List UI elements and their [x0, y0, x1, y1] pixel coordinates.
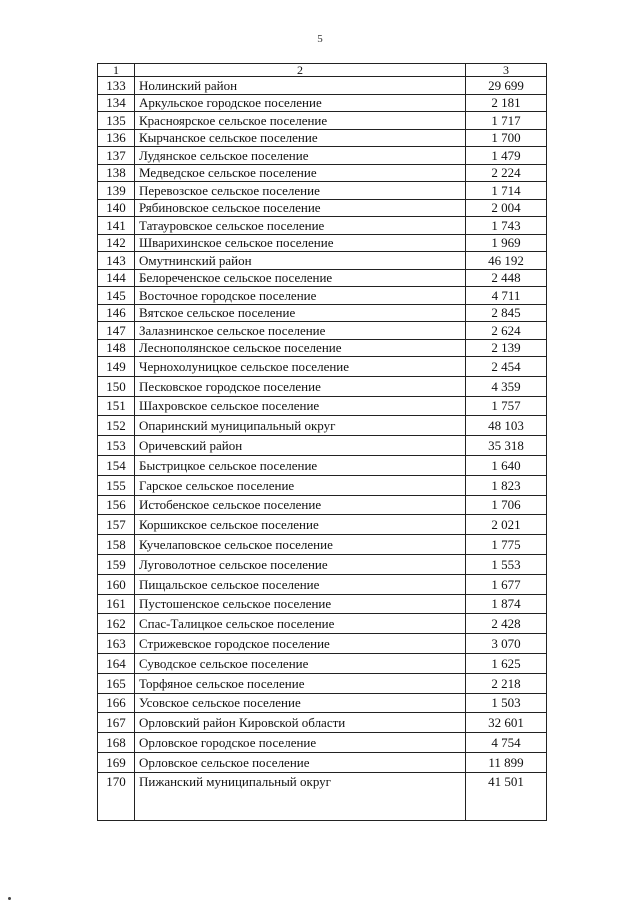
row-name: Восточное городское поселение [135, 287, 466, 305]
row-number: 142 [98, 234, 135, 252]
table-row [98, 396, 547, 416]
table-body [98, 77, 547, 821]
table-row [98, 357, 547, 377]
row-name: Кырчанское сельское поселение [135, 129, 466, 147]
row-value: 2 218 [466, 673, 547, 693]
row-name: Оричевский район [135, 436, 466, 456]
row-name: Быстрицкое сельское поселение [135, 455, 466, 475]
row-value: 29 699 [466, 77, 547, 95]
row-number: 139 [98, 182, 135, 200]
row-value: 3 070 [466, 634, 547, 654]
row-name: Пижанский муниципальный округ [135, 772, 466, 820]
table-row [98, 495, 547, 515]
row-value: 4 359 [466, 376, 547, 396]
row-number: 156 [98, 495, 135, 515]
table-row [98, 376, 547, 396]
table-row [98, 733, 547, 753]
row-number: 167 [98, 713, 135, 733]
table-row [98, 234, 547, 252]
row-value: 2 021 [466, 515, 547, 535]
row-value: 1 717 [466, 112, 547, 130]
row-number: 144 [98, 269, 135, 287]
table-row [98, 752, 547, 772]
row-number: 170 [98, 772, 135, 820]
row-name: Аркульское городское поселение [135, 94, 466, 112]
row-number: 154 [98, 455, 135, 475]
row-name: Медведское сельское поселение [135, 164, 466, 182]
row-name: Суводское сельское поселение [135, 653, 466, 673]
row-value: 2 004 [466, 199, 547, 217]
row-name: Пищальское сельское поселение [135, 574, 466, 594]
table-row [98, 535, 547, 555]
row-value: 1 700 [466, 129, 547, 147]
table-row [98, 554, 547, 574]
row-name: Чернохолуницкое сельское поселение [135, 357, 466, 377]
table-row [98, 217, 547, 235]
row-value: 1 479 [466, 147, 547, 165]
row-name: Истобенское сельское поселение [135, 495, 466, 515]
row-name: Шахровское сельское поселение [135, 396, 466, 416]
table-row [98, 339, 547, 357]
table-row [98, 287, 547, 305]
row-value: 2 454 [466, 357, 547, 377]
table-row [98, 129, 547, 147]
row-value: 35 318 [466, 436, 547, 456]
row-name: Орловский район Кировской области [135, 713, 466, 733]
table-row [98, 594, 547, 614]
row-value: 2 139 [466, 339, 547, 357]
row-number: 163 [98, 634, 135, 654]
scan-speck [8, 897, 11, 900]
table-row [98, 269, 547, 287]
row-value: 1 775 [466, 535, 547, 555]
row-number: 160 [98, 574, 135, 594]
row-number: 133 [98, 77, 135, 95]
row-value: 1 706 [466, 495, 547, 515]
row-number: 151 [98, 396, 135, 416]
row-name: Опаринский муниципальный округ [135, 416, 466, 436]
table-row [98, 199, 547, 217]
row-number: 168 [98, 733, 135, 753]
row-number: 169 [98, 752, 135, 772]
row-name: Белореченское сельское поселение [135, 269, 466, 287]
row-name: Перевозское сельское поселение [135, 182, 466, 200]
row-number: 150 [98, 376, 135, 396]
row-name: Песковское городское поселение [135, 376, 466, 396]
row-name: Омутнинский район [135, 252, 466, 270]
table-row [98, 147, 547, 165]
row-number: 140 [98, 199, 135, 217]
row-value: 46 192 [466, 252, 547, 270]
row-number: 157 [98, 515, 135, 535]
row-number: 153 [98, 436, 135, 456]
table-row [98, 416, 547, 436]
row-number: 155 [98, 475, 135, 495]
row-value: 1 874 [466, 594, 547, 614]
row-value: 11 899 [466, 752, 547, 772]
row-number: 135 [98, 112, 135, 130]
row-value: 48 103 [466, 416, 547, 436]
row-number: 146 [98, 304, 135, 322]
row-number: 141 [98, 217, 135, 235]
table-header-row [98, 64, 547, 77]
table-row [98, 182, 547, 200]
row-value: 1 503 [466, 693, 547, 713]
table-row [98, 77, 547, 95]
row-name: Гарское сельское поселение [135, 475, 466, 495]
row-number: 143 [98, 252, 135, 270]
table-row [98, 112, 547, 130]
header-col-3: 3 [466, 64, 547, 77]
row-value: 1 640 [466, 455, 547, 475]
row-name: Шварихинское сельское поселение [135, 234, 466, 252]
row-value: 2 448 [466, 269, 547, 287]
row-value: 1 714 [466, 182, 547, 200]
row-number: 137 [98, 147, 135, 165]
row-name: Леснополянское сельское поселение [135, 339, 466, 357]
table-row [98, 634, 547, 654]
row-name: Стрижевское городское поселение [135, 634, 466, 654]
table-row [98, 455, 547, 475]
row-name: Орловское городское поселение [135, 733, 466, 753]
table-row [98, 475, 547, 495]
row-value: 2 428 [466, 614, 547, 634]
table-row [98, 713, 547, 733]
table-row [98, 322, 547, 340]
row-number: 161 [98, 594, 135, 614]
row-value: 2 181 [466, 94, 547, 112]
row-number: 159 [98, 554, 135, 574]
row-number: 138 [98, 164, 135, 182]
data-table [97, 63, 547, 821]
row-name: Татауровское сельское поселение [135, 217, 466, 235]
table-row [98, 164, 547, 182]
row-number: 165 [98, 673, 135, 693]
row-name: Лудянское сельское поселение [135, 147, 466, 165]
row-value: 2 845 [466, 304, 547, 322]
row-name: Залазнинское сельское поселение [135, 322, 466, 340]
table-row [98, 94, 547, 112]
row-number: 158 [98, 535, 135, 555]
row-value: 4 754 [466, 733, 547, 753]
row-value: 4 711 [466, 287, 547, 305]
row-name: Рябиновское сельское поселение [135, 199, 466, 217]
table-row [98, 614, 547, 634]
table-row [98, 252, 547, 270]
row-value: 1 743 [466, 217, 547, 235]
row-number: 162 [98, 614, 135, 634]
row-number: 148 [98, 339, 135, 357]
table-row [98, 673, 547, 693]
row-value: 1 625 [466, 653, 547, 673]
row-value: 1 969 [466, 234, 547, 252]
row-number: 164 [98, 653, 135, 673]
row-number: 149 [98, 357, 135, 377]
row-name: Спас-Талицкое сельское поселение [135, 614, 466, 634]
row-value: 1 757 [466, 396, 547, 416]
row-name: Торфяное сельское поселение [135, 673, 466, 693]
row-value: 2 624 [466, 322, 547, 340]
table-row [98, 574, 547, 594]
row-name: Орловское сельское поселение [135, 752, 466, 772]
row-number: 145 [98, 287, 135, 305]
table-row [98, 653, 547, 673]
row-name: Коршикское сельское поселение [135, 515, 466, 535]
row-name: Нолинский район [135, 77, 466, 95]
row-name: Пустошенское сельское поселение [135, 594, 466, 614]
table-row [98, 693, 547, 713]
header-col-1: 1 [98, 64, 135, 77]
row-name: Луговолотное сельское поселение [135, 554, 466, 574]
row-value: 1 677 [466, 574, 547, 594]
row-value: 2 224 [466, 164, 547, 182]
row-number: 147 [98, 322, 135, 340]
row-value: 1 823 [466, 475, 547, 495]
row-name: Вятское сельское поселение [135, 304, 466, 322]
row-number: 152 [98, 416, 135, 436]
row-number: 136 [98, 129, 135, 147]
header-col-2: 2 [135, 64, 466, 77]
row-value: 1 553 [466, 554, 547, 574]
table-row [98, 515, 547, 535]
row-number: 166 [98, 693, 135, 713]
table-row [98, 772, 547, 820]
table-row [98, 436, 547, 456]
row-value: 32 601 [466, 713, 547, 733]
row-number: 134 [98, 94, 135, 112]
row-name: Усовское сельское поселение [135, 693, 466, 713]
row-name: Кучелаповское сельское поселение [135, 535, 466, 555]
page-number: 5 [317, 33, 323, 45]
row-name: Красноярское сельское поселение [135, 112, 466, 130]
row-value: 41 501 [466, 772, 547, 820]
table-row [98, 304, 547, 322]
